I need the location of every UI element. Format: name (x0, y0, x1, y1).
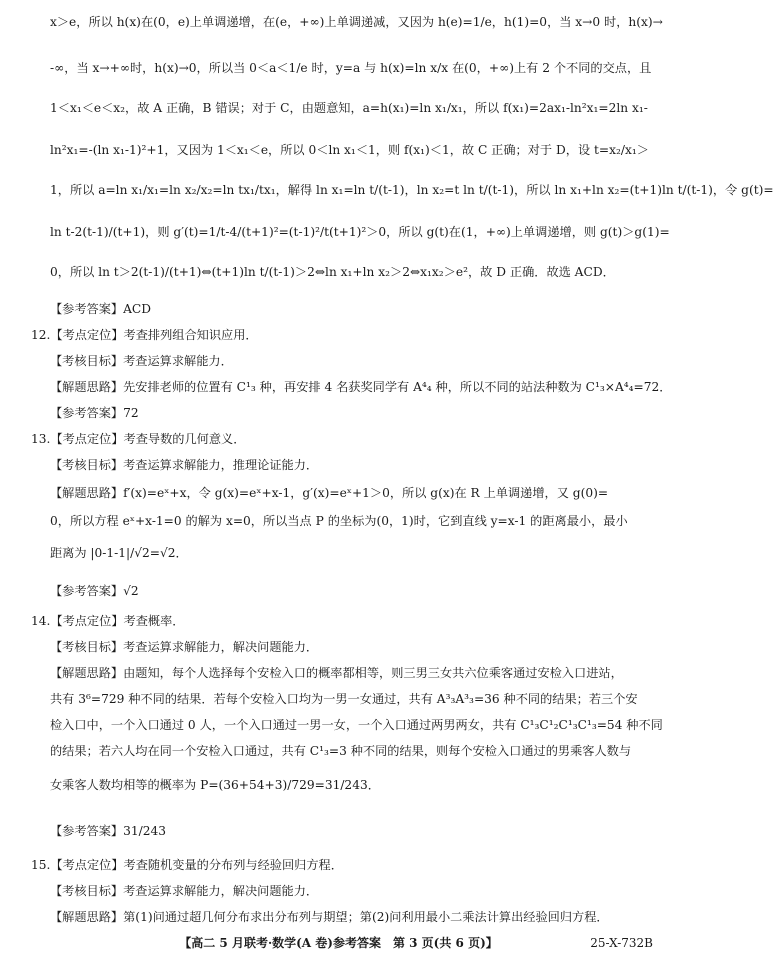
text-line: 【解题思路】先安排老师的位置有 C¹₃ 种，再安排 4 名获奖同学有 A⁴₄ 种，所以不同的站法种数为 C¹₃×A⁴₄=72． (50, 380, 672, 394)
text-line: 【考核目标】考查运算求解能力，解决问题能力． (50, 884, 319, 898)
question-14-header: 14.【考点定位】考查概率． (31, 614, 185, 628)
text-line: 0，所以方程 eˣ+x-1=0 的解为 x=0，所以当点 P 的坐标为(0，1)时，它到直线 y=x-1 的距离最小，最小 (50, 514, 628, 528)
answer-line: 【参考答案】√2 (50, 584, 139, 598)
text-line: 【考核目标】考查运算求解能力，推理论证能力． (50, 458, 319, 472)
question-15-header: 15.【考点定位】考查随机变量的分布列与经验回归方程． (31, 858, 343, 872)
text-line: 女乘客人数均相等的概率为 P=(36+54+3)/729=31/243． (50, 778, 380, 792)
answer-line: 【参考答案】ACD (50, 302, 152, 316)
text-line: ln²x₁=-(ln x₁-1)²+1，又因为 1＜x₁＜e，所以 0＜ln x₁＜1，则 f(x₁)＜1，故 C 正确；对于 D，设 t=x₂/x₁＞ (50, 143, 649, 157)
footer-title: 【高二 5 月联考·数学(A 卷)参考答案 第 3 页(共 6 页)】 (179, 936, 498, 950)
text-line: 的结果；若六人均在同一个安检入口通过，共有 C¹₃=3 种不同的结果，则每个安检入口通过的男乘客人数与 (50, 744, 632, 758)
footer-code: 25-X-732B (590, 936, 653, 950)
text-line: -∞，当 x→+∞时，h(x)→0，所以当 0＜a＜1/e 时，y=a 与 h(x)=ln x/x 在(0，+∞)上有 2 个不同的交点，且 (50, 61, 652, 75)
text-line: ln t-2(t-1)/(t+1)，则 g′(t)=1/t-4/(t+1)²=(t-1)²/t(t+1)²＞0，所以 g(t)在(1，+∞)上单调递增，则 g(t)＞g(1)= (50, 225, 670, 239)
text-line: 距离为 |0-1-1|/√2=√2． (50, 546, 188, 560)
answer-line: 【参考答案】72 (50, 406, 139, 420)
question-12-header: 12.【考点定位】考查排列组合知识应用． (31, 328, 258, 342)
text-line: 【考核目标】考查运算求解能力，解决问题能力． (50, 640, 319, 654)
text-line: x＞e，所以 h(x)在(0，e)上单调递增，在(e，+∞)上单调递减，又因为 h(e)=1/e，h(1)=0，当 x→0 时，h(x)→ (50, 15, 663, 29)
text-line: 0，所以 ln t＞2(t-1)/(t+1)⇔(t+1)ln t/(t-1)＞2⇔ln x₁+ln x₂＞2⇔x₁x₂＞e²，故 D 正确．故选 ACD． (50, 265, 615, 279)
question-13-header: 13.【考点定位】考查导数的几何意义． (31, 432, 246, 446)
text-line: 【解题思路】由题知，每个人选择每个安检入口的概率都相等，则三男三女共六位乘客通过安检入口进站， (50, 666, 623, 680)
text-line: 共有 3⁶=729 种不同的结果．若每个安检入口均为一男一女通过，共有 A³₃A³₃=36 种不同的结果；若三个安 (50, 692, 638, 706)
text-line: 【解题思路】第(1)问通过超几何分布求出分布列与期望；第(2)问利用最小二乘法计算出经验回归方程． (50, 910, 609, 924)
text-line: 检入口中，一个入口通过 0 人，一个入口通过一男一女，一个入口通过两男两女，共有 C¹₃C¹₂C¹₃C¹₃=54 种不同 (50, 718, 663, 732)
text-line: 【考核目标】考查运算求解能力． (50, 354, 233, 368)
text-line: 【解题思路】f′(x)=eˣ+x，令 g(x)=eˣ+x-1，g′(x)=eˣ+1＞0，所以 g(x)在 R 上单调递增，又 g(0)= (50, 486, 609, 500)
text-line: 1，所以 a=ln x₁/x₁=ln x₂/x₂=ln tx₁/tx₁，解得 ln x₁=ln t/(t-1)，ln x₂=t ln t/(t-1)，所以 ln x₁+ln x₂=(t+1)ln t/(t-1)，令 g(t)= (50, 183, 774, 197)
page-footer (0, 933, 677, 953)
answer-line: 【参考答案】31/243 (50, 824, 167, 838)
text-line: 1＜x₁＜e＜x₂，故 A 正确，B 错误；对于 C，由题意知，a=h(x₁)=ln x₁/x₁，所以 f(x₁)=2ax₁-ln²x₁=2ln x₁- (50, 101, 648, 115)
